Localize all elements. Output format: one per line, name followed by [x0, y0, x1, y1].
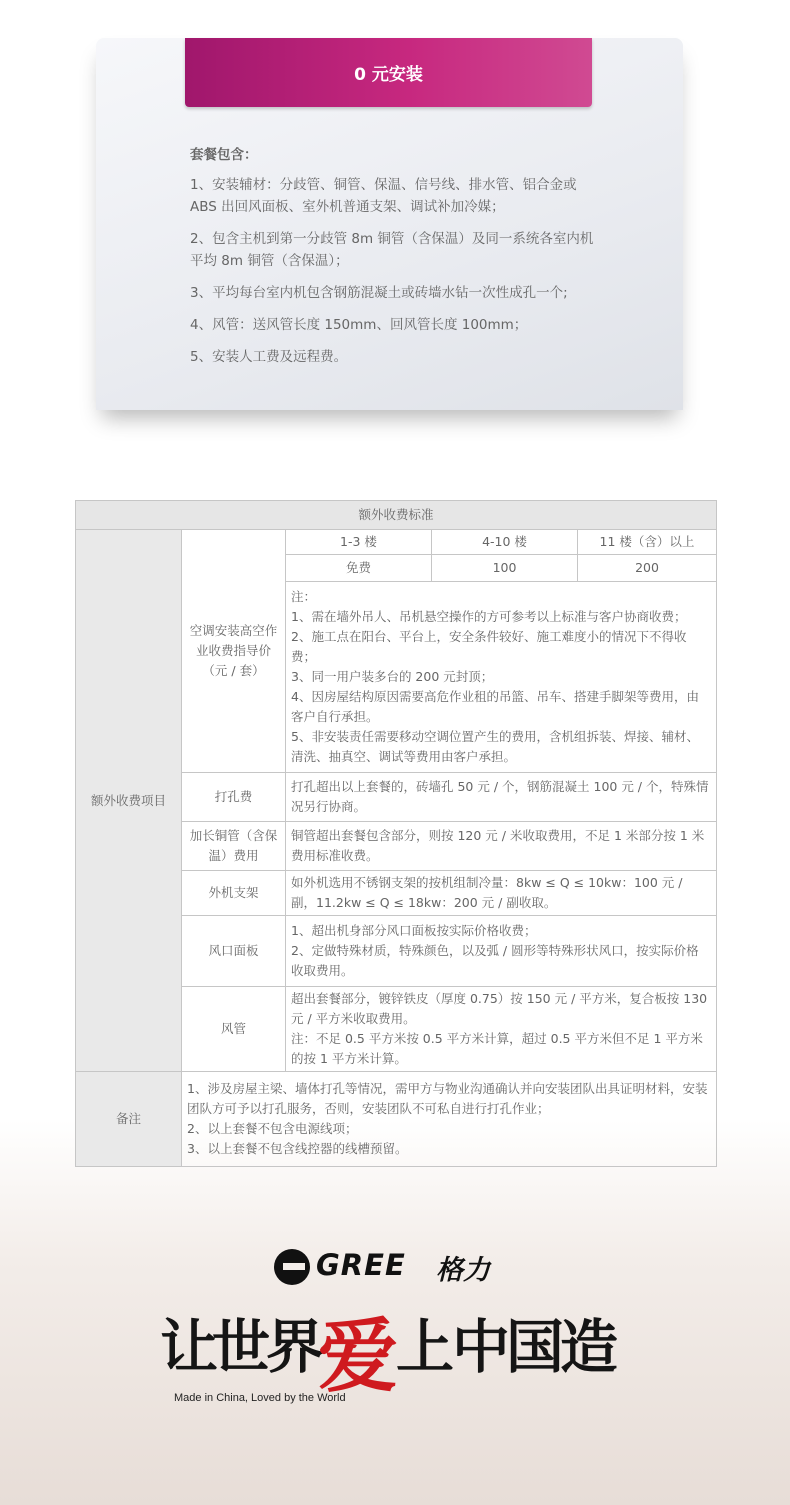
package-item: 2、包含主机到第一分歧管 8m 铜管（含保温）及同一系统各室内机平均 8m 铜管（含保温）； — [190, 231, 594, 269]
content-line: 注：不足 0.5 平方米按 0.5 平方米计算，超过 0.5 平方米但不足 1 平方米的按 1 平方米计算。 — [291, 1031, 703, 1066]
slogan-char: 造 — [560, 1313, 619, 1381]
package-item: 4、风管：送风管长度 150mm、回风管长度 100mm； — [190, 317, 528, 333]
slogan-char: 世 — [212, 1313, 271, 1381]
package-card — [96, 38, 683, 410]
ac-price-notes — [286, 582, 717, 773]
slogan-char: 让 — [160, 1313, 219, 1381]
package-item: 1、安装辅材：分歧管、铜管、保温、信号线、排水管、铝合金或 ABS 出回风面板、室外机普通支架、调试补加冷媒； — [190, 177, 577, 215]
slogan-char: 上 — [396, 1313, 455, 1381]
fee-row-label: 风管 — [182, 987, 286, 1072]
remark-line: 1、涉及房屋主梁、墙体打孔等情况，需甲方与物业沟通确认并向安装团队出具证明材料，安装团队方可予以打孔服务，否则，安装团队不可私自进行打孔作业； — [187, 1081, 708, 1116]
remarks-label: 备注 — [76, 1072, 182, 1167]
floor-price: 100 — [432, 555, 578, 582]
note-line: 注： — [291, 589, 317, 604]
fee-row-label: 打孔费 — [182, 773, 286, 822]
gree-logo-text: GREE — [316, 1248, 406, 1282]
slogan-char: 中 — [452, 1313, 511, 1381]
package-item: 5、安装人工费及远程费。 — [190, 349, 348, 365]
content-line: 1、超出机身部分风口面板按实际价格收费； — [291, 923, 537, 938]
note-line: 2、施工点在阳台、平台上，安全条件较好、施工难度小的情况下不得收费； — [291, 629, 687, 664]
fee-row-content: 如外机选用不锈钢支架的按机组制冷量：8kw ≤ Q ≤ 10kw：100 元 / 副，11.2kw ≤ Q ≤ 18kw：200 元 / 副收取。 — [286, 871, 717, 916]
package-item: 3、平均每台室内机包含钢筋混凝土或砖墙水钻一次性成孔一个; — [190, 285, 568, 301]
fee-row-label: 风口面板 — [182, 916, 286, 987]
gree-logo — [270, 1246, 500, 1290]
slogan-char: 界 — [266, 1313, 325, 1381]
gree-logo-cn: 格力 — [436, 1255, 490, 1286]
fee-row-content — [286, 987, 717, 1072]
remark-line: 2、以上套餐不包含电源线项； — [187, 1121, 358, 1136]
fee-row-label: 加长铜管（含保温）费用 — [182, 822, 286, 871]
floor-price: 200 — [578, 555, 717, 582]
fee-row-content: 打孔超出以上套餐的，砖墙孔 50 元 / 个，钢筋混凝土 100 元 / 个，特殊情况另行协商。 — [286, 773, 717, 822]
fee-row-content: 铜管超出套餐包含部分，则按 120 元 / 米收取费用，不足 1 米部分按 1 米费用标准收费。 — [286, 822, 717, 871]
note-line: 1、需在墙外吊人、吊机悬空操作的方可参考以上标准与客户协商收费； — [291, 609, 687, 624]
tagline: Made in China, Loved by the World — [174, 1392, 346, 1404]
slogan-char: 国 — [506, 1313, 565, 1381]
extra-fee-table — [75, 500, 717, 1167]
slogan-char-highlight: 爱 — [318, 1309, 398, 1403]
floor-header: 4-10 楼 — [432, 530, 578, 555]
package-banner-title: 0 元安装 — [185, 38, 592, 107]
floor-header: 1-3 楼 — [286, 530, 432, 555]
floor-price: 免费 — [286, 555, 432, 582]
row-group-label: 额外收费项目 — [76, 530, 182, 1072]
content-line: 超出套餐部分，镀锌铁皮（厚度 0.75）按 150 元 / 平方米，复合板按 130 元 / 平方米收取费用。 — [291, 991, 708, 1026]
fee-row-label: 外机支架 — [182, 871, 286, 916]
floor-header: 11 楼（含）以上 — [578, 530, 717, 555]
fee-row-content — [286, 916, 717, 987]
remarks-content — [182, 1072, 717, 1167]
remark-line: 3、以上套餐不包含线控器的线槽预留。 — [187, 1141, 408, 1156]
package-heading: 套餐包含： — [190, 147, 258, 163]
gree-emblem-icon — [274, 1249, 310, 1285]
package-contents — [190, 144, 600, 378]
note-line: 4、因房屋结构原因需要高危作业租的吊篮、吊车、搭建手脚架等费用，由客户自行承担。 — [291, 689, 699, 724]
fee-table-title: 额外收费标准 — [76, 501, 717, 530]
content-line: 2、定做特殊材质，特殊颜色，以及弧 / 圆形等特殊形状风口，按实际价格收取费用。 — [291, 943, 699, 978]
note-line: 3、同一用户装多台的 200 元封顶； — [291, 669, 494, 684]
note-line: 5、非安装责任需要移动空调位置产生的费用，含机组拆装、焊接、辅材、清洗、抽真空、调试等费用由客户承担。 — [291, 729, 699, 764]
ac-price-label: 空调安装高空作业收费指导价（元 / 套） — [182, 530, 286, 773]
